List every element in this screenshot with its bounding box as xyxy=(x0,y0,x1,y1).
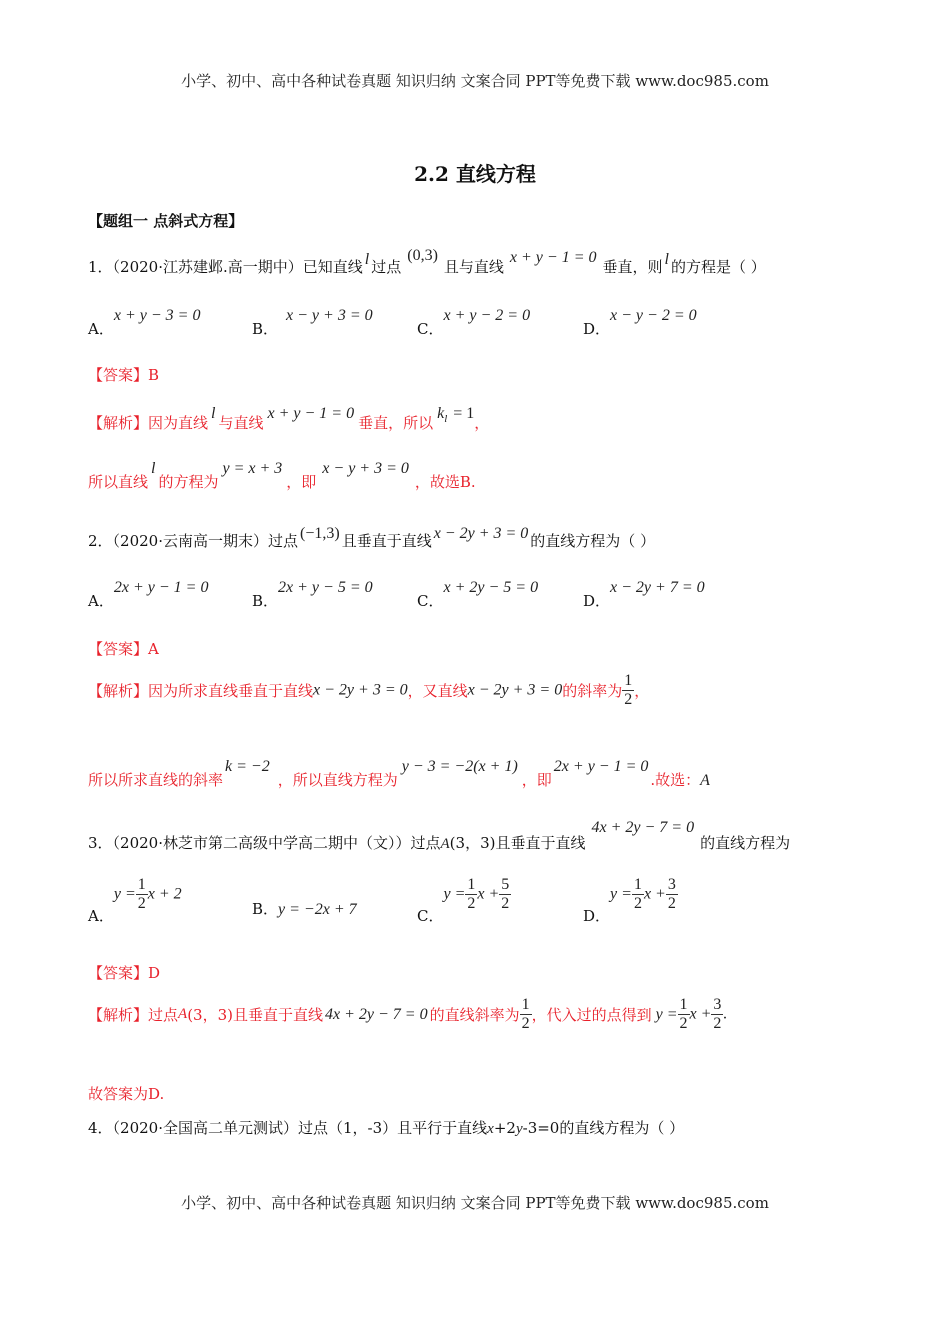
q3-option-a: A．y = $\frac{1}{2}$ x + 2 xyxy=(88,876,182,925)
question-3: 3．（2020·林芝市第二高级中学高二期中（文））过点A(3，3)且垂直于直线4x + 2y − 7 = 0的直线方程为 xyxy=(88,819,791,852)
page-title: 2.2 直线方程 xyxy=(414,162,536,186)
q1-text: 垂直，则 xyxy=(602,258,663,276)
q2-explanation-1: 【解析】因为所求直线垂直于直线x − 2y + 3 = 0，又直线x − 2y + 3 = 0的斜率为 $\frac{1}{2}$ ， xyxy=(88,672,650,708)
q1-option-b: B．x − y + 3 = 0 xyxy=(252,307,373,338)
q2-explanation-2: 所以所求直线的斜率k = −2，所以直线方程为y − 3 = −2(x + 1)，即2x + y − 1 = 0.故选：A xyxy=(88,758,710,789)
question-2: 2．（2020·云南高一期末）过点 (−1,3) 且垂直于直线 x − 2y + 3 = 0 的直线方程为（ ） xyxy=(88,525,656,550)
q3-option-c: C．y = $\frac{1}{2}$ x + $\frac{5}{2}$ xyxy=(417,876,510,925)
q1-line: x + y − 1 = 0 xyxy=(509,249,597,266)
q1-point: (0,3) xyxy=(407,247,438,264)
q2-point: (−1,3) xyxy=(300,525,340,542)
question-1 xyxy=(88,247,766,277)
q1-text: 且与直线 xyxy=(443,258,504,276)
q1-option-c: C．x + y − 2 = 0 xyxy=(417,307,531,338)
q1-explanation-2: 所以直线l的方程为y = x + 3，即x − y + 3 = 0，故选B. xyxy=(88,460,476,491)
q2-option-b: B．2x + y − 5 = 0 xyxy=(252,579,373,610)
q2-option-d: D．x − 2y + 7 = 0 xyxy=(583,579,705,610)
q1-answer: 【答案】B xyxy=(88,366,160,384)
question-4: 4．（2020·全国高二单元测试）过点（1，-3）且平行于直线x+2y-3=0的直线方程为（ ） xyxy=(88,1119,685,1137)
page-header: 小学、初中、高中各种试卷真题 知识归纳 文案合同 PPT等免费下载 www.doc985.com xyxy=(181,72,769,90)
q1-option-d: D．x − y − 2 = 0 xyxy=(583,307,697,338)
q2-answer: 【答案】A xyxy=(88,640,159,658)
q1-line-l: l xyxy=(664,251,669,268)
q1-line-l: l xyxy=(364,251,370,268)
q2-line: x − 2y + 3 = 0 xyxy=(433,525,529,542)
q2-option-a: A．2x + y − 1 = 0 xyxy=(88,579,209,610)
q3-option-b: B．y = −2x + 7 xyxy=(252,900,357,918)
option-expr: x + y − 2 = 0 xyxy=(443,307,531,324)
q1-text: 过点 xyxy=(371,258,402,276)
page-footer: 小学、初中、高中各种试卷真题 知识归纳 文案合同 PPT等免费下载 www.doc985.com xyxy=(181,1194,769,1212)
q3-answer: 【答案】D xyxy=(88,964,161,982)
q3-line: 4x + 2y − 7 = 0 xyxy=(591,819,695,836)
q3-explanation-2: 故答案为D. xyxy=(88,1085,165,1103)
q1-prefix: 1．（2020·江苏建邺.高一期中）已知直线 xyxy=(88,258,363,276)
q3-explanation-1: 【解析】过点A(3，3)且垂直于直线 4x + 2y − 7 = 0 的直线斜率为 $\frac{1}{2}$ ，代入过的点得到 y = $\frac{1}{2}$ x + $\frac{3}{2}$ . xyxy=(88,996,728,1032)
q1-option-a: A．x + y − 3 = 0 xyxy=(88,307,201,338)
option-expr: x − y − 2 = 0 xyxy=(610,307,697,324)
option-expr: x + y − 3 = 0 xyxy=(113,307,201,324)
q3-option-d: D．y = $\frac{1}{2}$ x + $\frac{3}{2}$ xyxy=(583,876,676,925)
q2-option-c: C．x + 2y − 5 = 0 xyxy=(417,579,539,610)
section-heading: 【题组一 点斜式方程】 xyxy=(88,212,244,230)
q1-end: 的方程是（ ） xyxy=(670,258,766,276)
option-expr: x − y + 3 = 0 xyxy=(286,307,373,324)
q1-explanation-1: 【解析】因为直线l与直线x + y − 1 = 0垂直，所以$k_l = 1$， xyxy=(88,405,490,432)
